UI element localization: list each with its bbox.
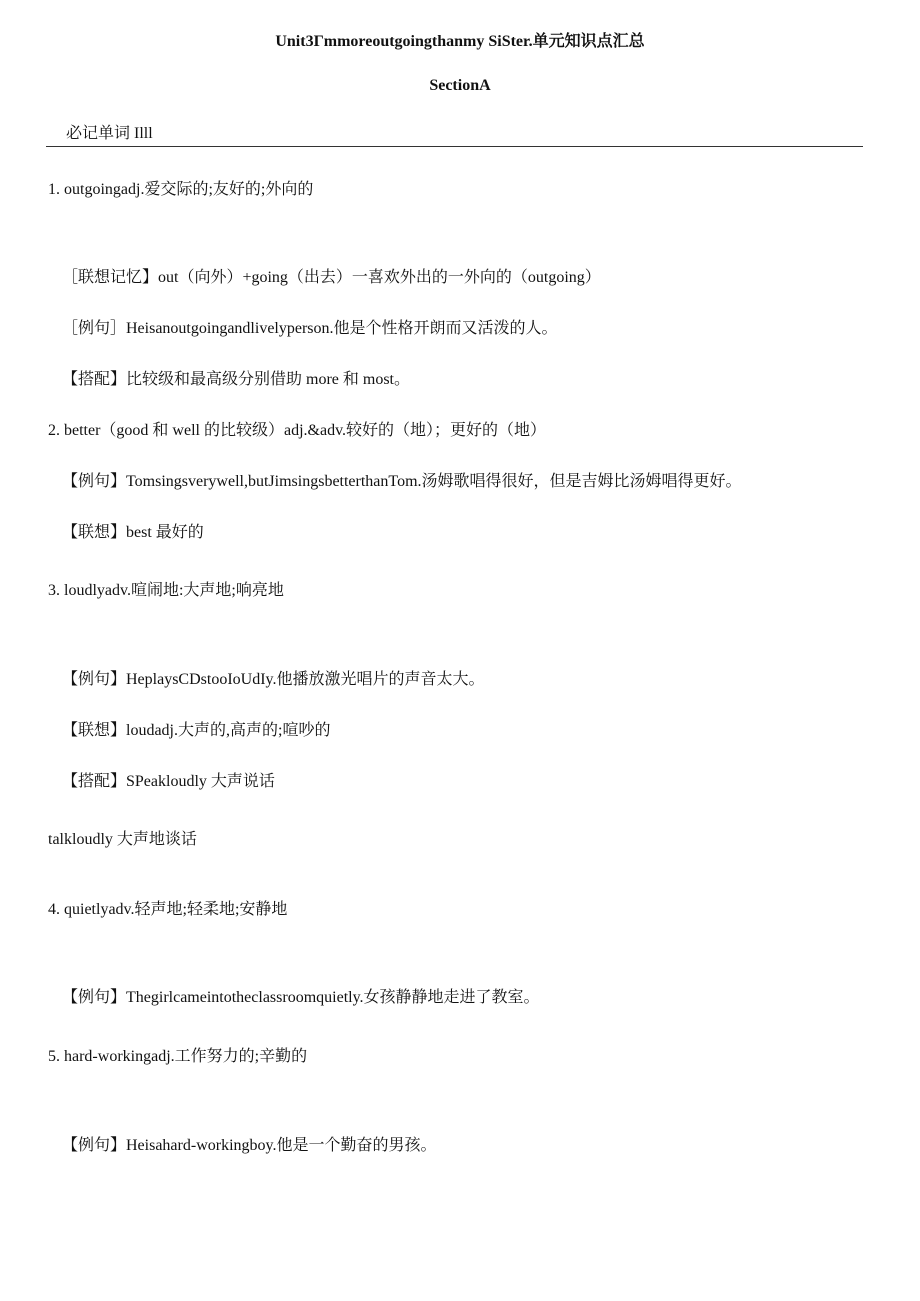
entry-collocation: 【搭配】比较级和最高级分别借助 more 和 most。 — [62, 371, 410, 388]
vocab-subheading: 必记单词 Illl — [66, 125, 153, 142]
entry-memory-tip: ［联想记忆】out（向外）+going（出去）一喜欢外出的一外向的（outgoing） — [62, 269, 601, 286]
section-heading: SectionA — [429, 77, 491, 94]
document-title: Unit3Γmmoreoutgoingthanmy SiSter.单元知识点汇总 — [275, 33, 645, 50]
entry-example: 【例句】Heisahard-workingboy.他是一个勤奋的男孩。 — [62, 1137, 437, 1154]
entry-example: ［例句］Heisanoutgoingandlivelyperson.他是个性格开朗而又活泼的人。 — [62, 320, 558, 337]
entry-association: 【联想】best 最好的 — [62, 524, 204, 541]
entry-example: 【例句】Tomsingsverywell,butJimsingsbetterthanTom.汤姆歌唱得很好，但是吉姆比汤姆唱得更好。 — [62, 473, 742, 490]
entry-collocation: 【搭配】SPeakloudly 大声说话 — [62, 773, 275, 790]
entry-heading-loudly: 3. loudlyadv.喧闹地:大声地;响亮地 — [48, 582, 284, 599]
entry-collocation-continued: talkloudly 大声地谈话 — [48, 831, 197, 848]
entry-heading-outgoing: 1. outgoingadj.爱交际的;友好的;外向的 — [48, 181, 314, 198]
entry-example: 【例句】HeplaysCDstooIoUdIy.他播放激光唱片的声音太大。 — [62, 671, 485, 688]
entry-heading-quietly: 4. quietlyadv.轻声地;轻柔地;安静地 — [48, 901, 288, 918]
entry-heading-hard-working: 5. hard-workingadj.工作努力的;辛勤的 — [48, 1048, 308, 1065]
heading-divider — [46, 146, 863, 147]
entry-example: 【例句】Thegirlcameintotheclassroomquietly.女孩静静地走进了教室。 — [62, 989, 540, 1006]
entry-heading-better: 2. better（good 和 well 的比较级）adj.&adv.较好的（地）；更好的（地） — [48, 422, 547, 439]
entry-association: 【联想】loudadj.大声的,高声的;喧吵的 — [62, 722, 331, 739]
